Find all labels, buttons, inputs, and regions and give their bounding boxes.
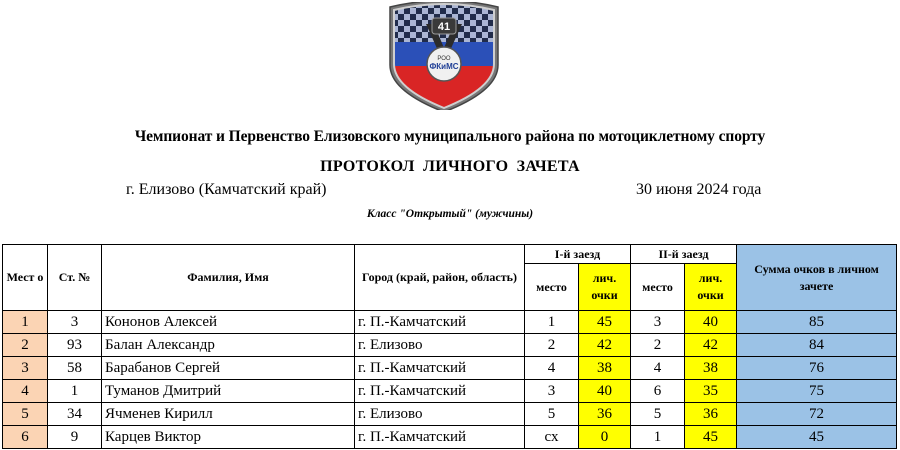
cell-name: Балан Александр — [102, 334, 355, 357]
table-row — [3, 380, 897, 403]
header-race-1: I-й заезд — [525, 245, 631, 264]
table-row — [3, 357, 897, 380]
cell-start-number: 3 — [48, 311, 102, 334]
logo-abbr: РОО — [437, 56, 451, 62]
cell-race2-points: 38 — [685, 357, 737, 380]
cell-race1-place: 3 — [525, 380, 579, 403]
cell-race1-place: 2 — [525, 334, 579, 357]
cell-place: 2 — [3, 334, 48, 357]
cell-total: 72 — [737, 403, 897, 426]
cell-name: Туманов Дмитрий — [102, 380, 355, 403]
cell-race1-place: 1 — [525, 311, 579, 334]
header-race1-place: место — [525, 264, 579, 311]
event-location: г. Елизово (Камчатский край) — [126, 181, 327, 198]
header-race2-place: место — [631, 264, 685, 311]
results-table — [2, 244, 897, 449]
protocol-title: ПРОТОКОЛ ЛИЧНОГО ЗАЧЕТА — [320, 158, 580, 175]
cell-race2-points: 45 — [685, 426, 737, 449]
cell-total: 76 — [737, 357, 897, 380]
cell-race2-points: 36 — [685, 403, 737, 426]
event-date: 30 июня 2024 года — [636, 181, 762, 198]
cell-race1-points: 36 — [579, 403, 631, 426]
table-row — [3, 403, 897, 426]
cell-race2-place: 2 — [631, 334, 685, 357]
cell-race2-place: 1 — [631, 426, 685, 449]
header-city: Город (край, район, область) — [355, 245, 525, 311]
cell-place: 3 — [3, 357, 48, 380]
cell-race1-place: сх — [525, 426, 579, 449]
cell-city: г. П.-Камчатский — [355, 357, 525, 380]
cell-city: г. Елизово — [355, 403, 525, 426]
cell-place: 4 — [3, 380, 48, 403]
cell-name: Барабанов Сергей — [102, 357, 355, 380]
header-total: Сумма очков в личном зачете — [737, 245, 897, 311]
cell-race2-place: 5 — [631, 403, 685, 426]
cell-race2-place: 4 — [631, 357, 685, 380]
cell-total: 84 — [737, 334, 897, 357]
federation-logo — [386, 2, 502, 110]
cell-name: Ячменев Кирилл — [102, 403, 355, 426]
cell-race1-place: 5 — [525, 403, 579, 426]
header-race-2: II-й заезд — [631, 245, 737, 264]
cell-city: г. П.-Камчатский — [355, 426, 525, 449]
cell-race1-points: 40 — [579, 380, 631, 403]
cell-start-number: 1 — [48, 380, 102, 403]
cell-start-number: 58 — [48, 357, 102, 380]
cell-city: г. Елизово — [355, 334, 525, 357]
header-name: Фамилия, Имя — [102, 245, 355, 311]
cell-city: г. П.-Камчатский — [355, 380, 525, 403]
cell-name: Карцев Виктор — [102, 426, 355, 449]
cell-place: 5 — [3, 403, 48, 426]
competition-class: Класс "Открытый" (мужчины) — [366, 208, 534, 220]
cell-name: Кононов Алексей — [102, 311, 355, 334]
cell-place: 1 — [3, 311, 48, 334]
cell-start-number: 93 — [48, 334, 102, 357]
header-place: Мест о — [3, 245, 48, 311]
logo-number: 41 — [437, 21, 451, 33]
cell-race1-points: 0 — [579, 426, 631, 449]
cell-start-number: 9 — [48, 426, 102, 449]
table-row — [3, 334, 897, 357]
cell-total: 75 — [737, 380, 897, 403]
cell-race1-points: 38 — [579, 357, 631, 380]
cell-total: 85 — [737, 311, 897, 334]
cell-race1-place: 4 — [525, 357, 579, 380]
logo-org-name: ФКиМС — [429, 62, 459, 71]
cell-race2-points: 42 — [685, 334, 737, 357]
cell-total: 45 — [737, 426, 897, 449]
cell-race1-points: 42 — [579, 334, 631, 357]
header-race2-points: лич. очки — [685, 264, 737, 311]
header-start-number: Ст. № — [48, 245, 102, 311]
cell-city: г. П.-Камчатский — [355, 311, 525, 334]
cell-race2-points: 40 — [685, 311, 737, 334]
cell-race2-place: 6 — [631, 380, 685, 403]
cell-start-number: 34 — [48, 403, 102, 426]
cell-race2-place: 3 — [631, 311, 685, 334]
header-race1-points: лич. очки — [579, 264, 631, 311]
championship-title: Чемпионат и Первенство Елизовского муниципального района по мотоциклетному спорту — [134, 128, 766, 145]
cell-race2-points: 35 — [685, 380, 737, 403]
cell-place: 6 — [3, 426, 48, 449]
cell-race1-points: 45 — [579, 311, 631, 334]
table-row — [3, 426, 897, 449]
table-row — [3, 311, 897, 334]
